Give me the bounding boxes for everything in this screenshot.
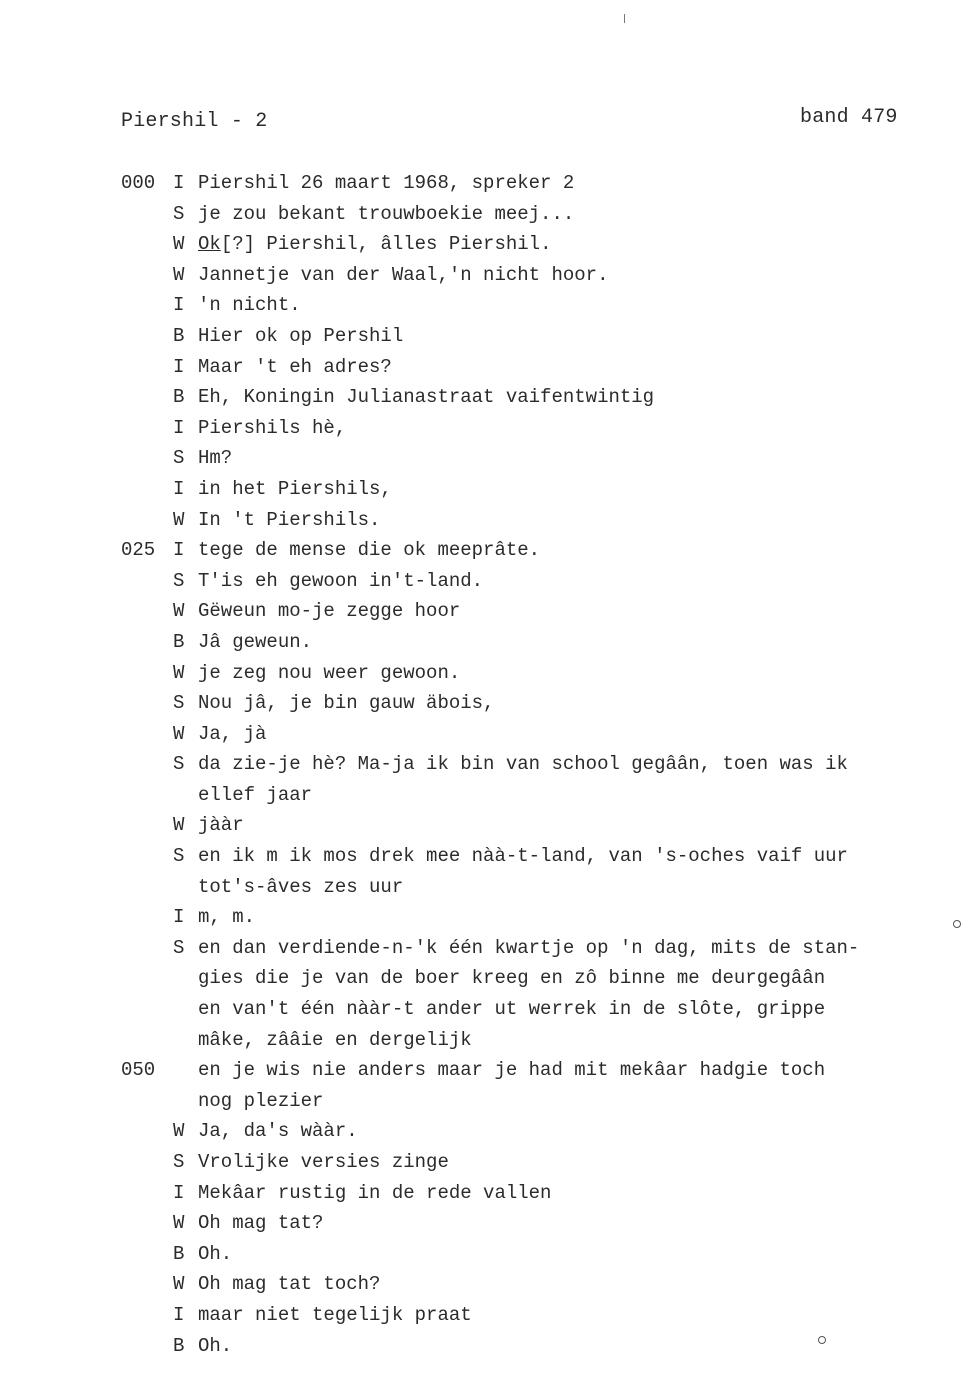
transcript-line <box>121 566 921 597</box>
utterance-text <box>198 688 494 719</box>
speaker-code: S <box>173 692 185 715</box>
transcript-line <box>121 872 921 903</box>
utterance-text <box>198 994 825 1025</box>
tape-counter: 025 <box>121 539 156 562</box>
utterance-words: Nou jâ, je bin gauw äbois, <box>198 692 495 715</box>
utterance-words: Jâ geweun. <box>198 630 313 653</box>
speaker-code: I <box>173 355 185 378</box>
transcript-line <box>121 658 921 689</box>
utterance-words: Oh. <box>198 1242 233 1265</box>
utterance-text <box>198 1208 323 1239</box>
utterance-words: gies die je van de boer kreeg en zô binne me deurgegâân <box>198 967 826 990</box>
transcript-line <box>121 352 921 383</box>
speaker-code: S <box>173 447 185 470</box>
speaker-code: B <box>173 1242 185 1265</box>
utterance-words: ellef jaar <box>198 783 313 806</box>
transcript-line <box>121 382 921 413</box>
utterance-text <box>198 199 574 230</box>
speaker-code: W <box>173 1212 185 1235</box>
transcript-line <box>121 1178 921 1209</box>
utterance-text <box>198 1055 825 1086</box>
transcript-line <box>121 749 921 780</box>
utterance-text <box>198 1269 380 1300</box>
transcript-line <box>121 168 921 199</box>
utterance-words: [?] Piershil, âlles Piershil. <box>220 233 552 256</box>
utterance-text <box>198 260 608 291</box>
tape-counter: 000 <box>121 172 156 194</box>
utterance-words: 'n nicht. <box>198 294 301 317</box>
utterance-words: Ja, da's wààr. <box>198 1120 358 1143</box>
utterance-words: Jannetje van der Waal,'n nicht hoor. <box>198 263 609 286</box>
transcript-line <box>121 1025 921 1056</box>
document-title: Piershil - 2 <box>121 110 268 133</box>
utterance-text <box>198 290 301 321</box>
transcript-line <box>121 810 921 841</box>
transcript-line <box>121 1239 921 1270</box>
speaker-code: I <box>173 416 185 439</box>
transcript-line <box>121 260 921 291</box>
transcript-line <box>121 963 921 994</box>
transcript-line <box>121 413 921 444</box>
utterance-text <box>198 382 654 413</box>
speaker-code: I <box>173 1303 185 1326</box>
utterance-text <box>198 810 244 841</box>
margin-dot <box>818 1336 826 1344</box>
transcript-line <box>121 933 921 964</box>
utterance-text <box>198 658 460 689</box>
utterance-text <box>198 596 460 627</box>
speaker-code: W <box>173 600 185 623</box>
utterance-words: jààr <box>198 814 244 837</box>
utterance-words: Piershils hè, <box>198 416 347 439</box>
utterance-text <box>198 780 312 811</box>
transcript-line <box>121 596 921 627</box>
utterance-text <box>198 933 859 964</box>
speaker-code: I <box>173 477 185 500</box>
utterance-text <box>198 413 346 444</box>
speaker-code: S <box>173 936 185 959</box>
tape-number: band 479 <box>800 106 898 129</box>
speaker-code: W <box>173 1120 185 1143</box>
transcript-line <box>121 1147 921 1178</box>
transcript-line <box>121 1055 921 1086</box>
transcript-line <box>121 1300 921 1331</box>
utterance-words: m, m. <box>198 906 256 929</box>
utterance-words: Mekâar rustig in de rede vallen <box>198 1181 552 1204</box>
transcript-line <box>121 841 921 872</box>
utterance-words: je zeg nou weer gewoon. <box>198 661 461 684</box>
transcript-line <box>121 535 921 566</box>
utterance-words: nog plezier <box>198 1089 324 1112</box>
transcript-line <box>121 1086 921 1117</box>
transcript-line <box>121 1269 921 1300</box>
speaker-code: B <box>173 1334 185 1357</box>
speaker-code: W <box>173 508 185 531</box>
utterance-text <box>198 749 848 780</box>
utterance-words: en van't één nààr-t ander ut werrek in de slôte, grippe <box>198 998 826 1021</box>
utterance-words: tege de mense die ok meeprâte. <box>198 539 541 562</box>
speaker-code: W <box>173 722 185 745</box>
utterance-words: Oh mag tat toch? <box>198 1273 381 1296</box>
utterance-words: Oh mag tat? <box>198 1212 324 1235</box>
speaker-code: W <box>173 233 185 256</box>
speaker-code: I <box>173 294 185 317</box>
scan-mark <box>624 14 625 23</box>
speaker-code: S <box>173 202 185 225</box>
speaker-code: W <box>173 814 185 837</box>
utterance-words: Ja, jà <box>198 722 267 745</box>
transcript-line <box>121 505 921 536</box>
utterance-words: T'is eh gewoon in't-land. <box>198 569 484 592</box>
utterance-text <box>198 474 392 505</box>
transcript-line <box>121 229 921 260</box>
transcript-line <box>121 780 921 811</box>
transcript-line <box>121 1116 921 1147</box>
utterance-words: Vrolijke versies zinge <box>198 1151 449 1173</box>
speaker-code: B <box>173 324 185 347</box>
utterance-text <box>198 168 574 199</box>
utterance-words: Gëweun mo-je zegge hoor <box>198 600 461 623</box>
transcript-line <box>121 1208 921 1239</box>
transcript-line <box>121 199 921 230</box>
utterance-words: Hm? <box>198 447 233 470</box>
utterance-text <box>198 1147 449 1178</box>
transcript-line <box>121 902 921 933</box>
utterance-words: Hier ok op Pershil <box>198 324 404 347</box>
tape-counter: 050 <box>121 1059 156 1082</box>
speaker-code: I <box>173 906 185 929</box>
utterance-words: je zou bekant trouwboekie meej... <box>198 202 575 225</box>
utterance-text <box>198 1086 323 1117</box>
utterance-text <box>198 505 380 536</box>
utterance-text <box>198 566 483 597</box>
speaker-code: S <box>173 1151 185 1173</box>
utterance-words: maar niet tegelijk praat <box>198 1303 472 1326</box>
utterance-words: Oh. <box>198 1334 233 1357</box>
utterance-words: Piershil 26 maart 1968, spreker 2 <box>198 172 575 194</box>
speaker-code: B <box>173 630 185 653</box>
utterance-text <box>198 443 232 474</box>
utterance-words: Maar 't eh adres? <box>198 355 392 378</box>
utterance-text <box>198 321 403 352</box>
speaker-code: S <box>173 845 185 868</box>
transcript-line <box>121 474 921 505</box>
speaker-code: W <box>173 661 185 684</box>
utterance-text <box>198 902 255 933</box>
speaker-code: B <box>173 386 185 409</box>
utterance-words: en je wis nie anders maar je had mit mekâar hadgie toch <box>198 1059 826 1082</box>
utterance-text <box>198 963 825 994</box>
speaker-code: S <box>173 753 185 776</box>
transcript-line <box>121 719 921 750</box>
utterance-text <box>198 841 848 872</box>
utterance-words: mâke, zââie en dergelijk <box>198 1028 472 1051</box>
utterance-text <box>198 1300 472 1331</box>
speaker-code: I <box>173 1181 185 1204</box>
utterance-words: In 't Piershils. <box>198 508 381 531</box>
utterance-text <box>198 1239 232 1270</box>
utterance-text <box>198 229 551 260</box>
utterance-text <box>198 1116 358 1147</box>
utterance-words: in het Piershils, <box>198 477 392 500</box>
underlined-word: Ok <box>198 233 221 256</box>
utterance-words: Eh, Koningin Julianastraat vaifentwintig <box>198 386 655 409</box>
utterance-text <box>198 872 403 903</box>
utterance-text <box>198 352 392 383</box>
utterance-words: da zie-je hè? Ma-ja ik bin van school gegâân, toen was ik <box>198 753 848 776</box>
transcript-line <box>121 627 921 658</box>
utterance-text <box>198 627 312 658</box>
utterance-text <box>198 1178 551 1209</box>
transcript-line <box>121 994 921 1025</box>
transcript-line <box>121 688 921 719</box>
speaker-code: I <box>173 172 185 194</box>
utterance-words: tot's-âves zes uur <box>198 875 404 898</box>
utterance-text <box>198 535 540 566</box>
speaker-code: S <box>173 569 185 592</box>
speaker-code: I <box>173 539 185 562</box>
margin-dot <box>953 920 961 928</box>
transcript-line <box>121 1331 921 1362</box>
utterance-text <box>198 719 266 750</box>
utterance-words: en ik m ik mos drek mee nàà-t-land, van 's-oches vaif uur <box>198 845 848 868</box>
speaker-code: W <box>173 1273 185 1296</box>
speaker-code: W <box>173 263 185 286</box>
utterance-text <box>198 1331 232 1362</box>
transcript-body <box>121 168 921 1361</box>
utterance-words: en dan verdiende-n-'k één kwartje op 'n dag, mits de stan- <box>198 936 860 959</box>
transcript-line <box>121 290 921 321</box>
transcript-line <box>121 321 921 352</box>
transcript-line <box>121 443 921 474</box>
utterance-text <box>198 1025 472 1056</box>
